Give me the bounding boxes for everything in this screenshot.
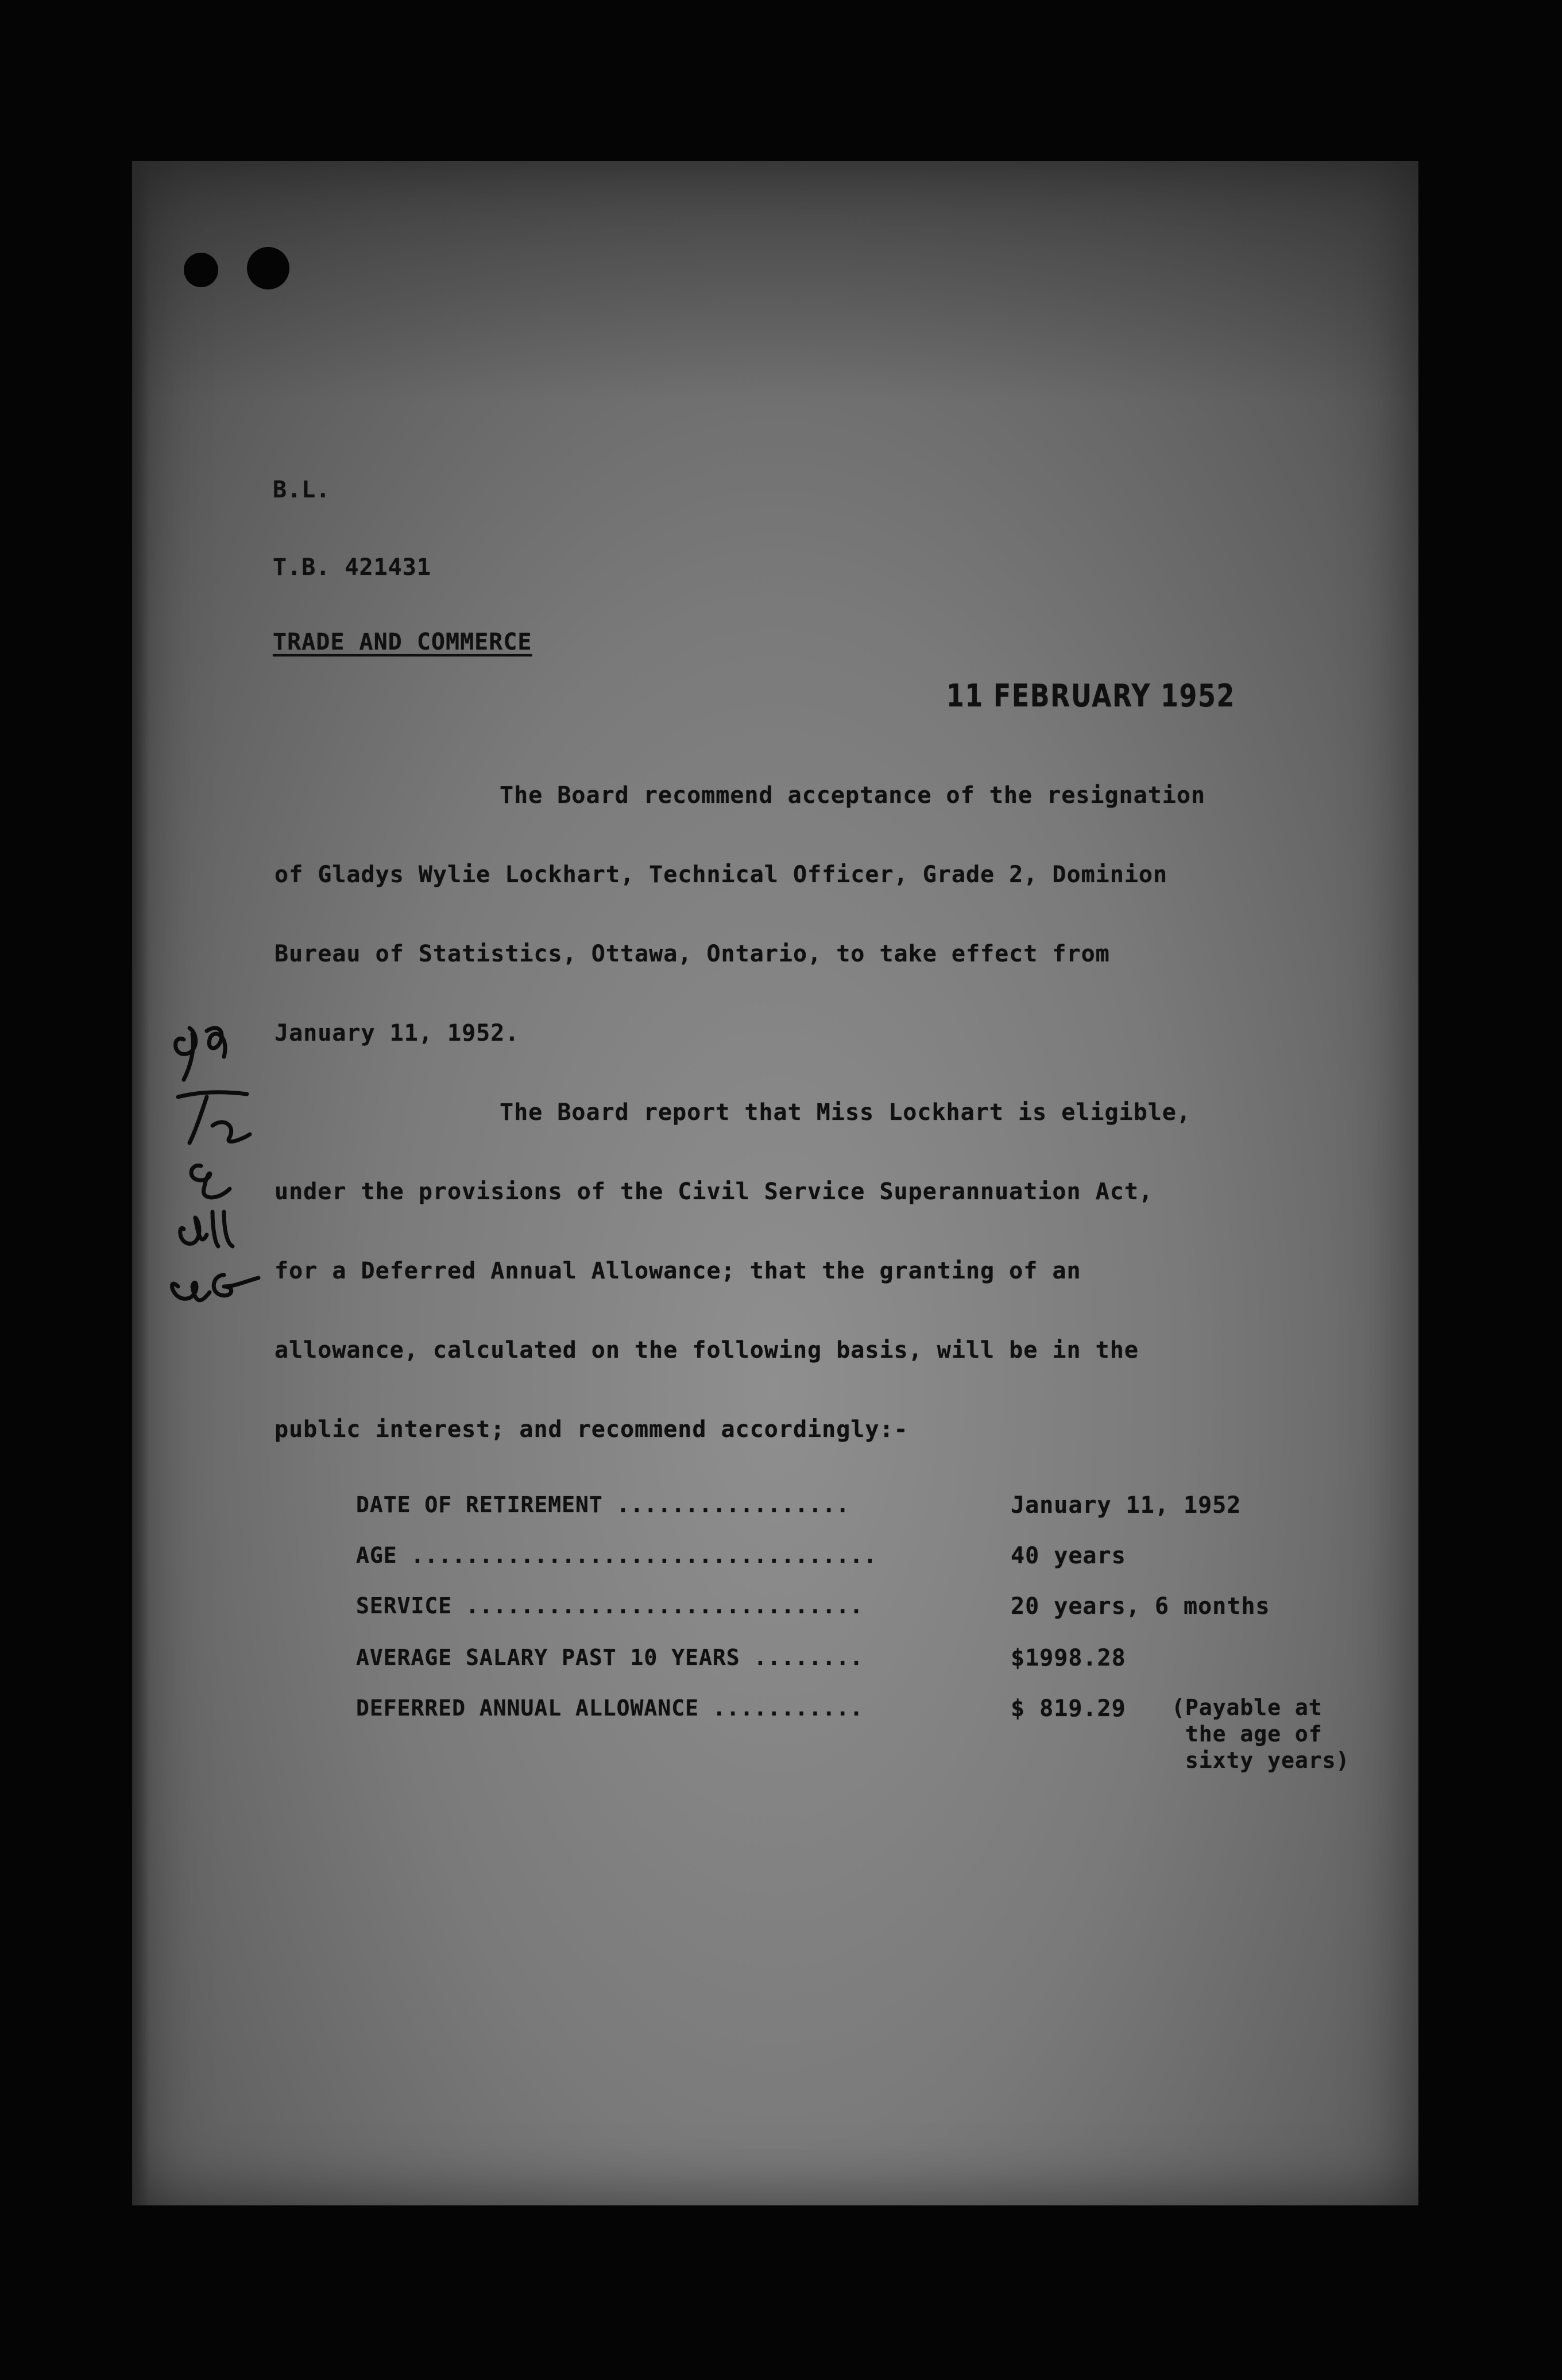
paragraph-line: The Board report that Miss Lockhart is eligible, bbox=[500, 1099, 1191, 1126]
ref-initials: B.L. bbox=[273, 477, 331, 503]
punch-hole-icon bbox=[247, 247, 289, 289]
row-value: $1998.28 bbox=[1011, 1645, 1126, 1671]
handwritten-initials bbox=[167, 1017, 264, 1338]
punch-hole-icon bbox=[184, 253, 218, 287]
table-row bbox=[356, 1593, 1390, 1628]
page-shading bbox=[132, 161, 1418, 402]
paragraph-line: Bureau of Statistics, Ottawa, Ontario, to take effect from bbox=[274, 941, 1110, 967]
department-heading: TRADE AND COMMERCE bbox=[273, 629, 532, 655]
page-edge bbox=[132, 161, 149, 2205]
paragraph-line: of Gladys Wylie Lockhart, Technical Officer, Grade 2, Dominion bbox=[274, 861, 1168, 888]
row-label: SERVICE ............................. bbox=[356, 1593, 864, 1618]
row-value: January 11, 1952 bbox=[1011, 1492, 1242, 1519]
row-value: $ 819.29 bbox=[1011, 1695, 1126, 1722]
row-label: AGE .................................. bbox=[356, 1543, 877, 1568]
table-row bbox=[356, 1645, 1390, 1679]
row-value: 20 years, 6 months bbox=[1011, 1593, 1270, 1620]
paragraph-line: January 11, 1952. bbox=[274, 1020, 520, 1046]
tb-number: T.B. 421431 bbox=[273, 554, 431, 581]
row-value: 40 years bbox=[1011, 1543, 1126, 1569]
row-label: DATE OF RETIREMENT ................. bbox=[356, 1492, 850, 1517]
row-label: AVERAGE SALARY PAST 10 YEARS ........ bbox=[356, 1645, 864, 1670]
row-label: DEFERRED ANNUAL ALLOWANCE ........... bbox=[356, 1695, 864, 1721]
date-stamp: 11 FEBRUARY 1952 bbox=[946, 678, 1235, 714]
table-row bbox=[356, 1543, 1390, 1577]
paragraph-line: The Board recommend acceptance of the resignation bbox=[500, 782, 1206, 809]
paragraph-line: under the provisions of the Civil Service Superannuation Act, bbox=[274, 1179, 1154, 1205]
paragraph-line: public interest; and recommend accordingly:- bbox=[274, 1416, 908, 1443]
table-row bbox=[356, 1492, 1390, 1527]
paragraph-line: allowance, calculated on the following basis, will be in the bbox=[274, 1337, 1139, 1363]
paragraph-line: for a Deferred Annual Allowance; that the granting of an bbox=[274, 1258, 1081, 1284]
payable-note: (Payable at the age of sixty years) bbox=[1172, 1695, 1350, 1773]
